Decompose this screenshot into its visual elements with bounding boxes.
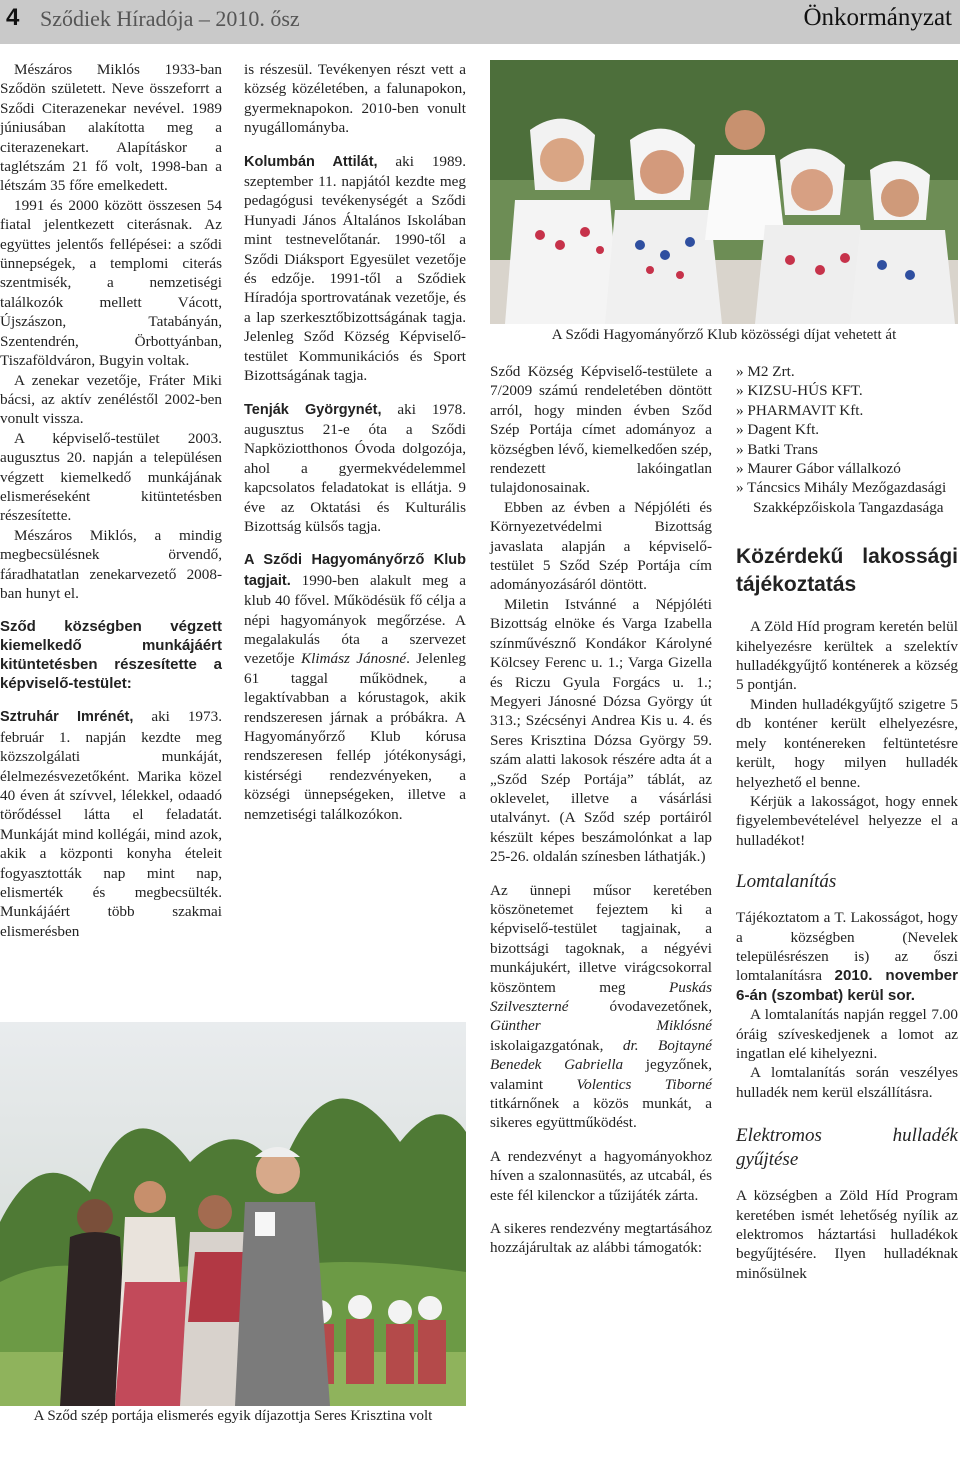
paragraph: A községben a Zöld Híd Program keretében ismét lehetőség nyílik az elektromos háztartási hulladékok begyűjtésére. Ilyen hulladéknak minősülnek [736, 1187, 958, 1282]
award-photo [0, 1022, 466, 1406]
bottom-photo-caption: A Sződ szép portája elismerés egyik díjazottja Seres Krisztina volt [33, 1408, 433, 1424]
paragraph: A sikeres rendezvény megtartásához hozzájárultak az alábbi támogatók: [490, 1220, 712, 1257]
paragraph [490, 881, 712, 1133]
paragraph-text: jegyzőnek, valamint [490, 1056, 712, 1093]
paragraph [0, 707, 222, 941]
paragraph: A zenekar vezetője, Fráter Miki bácsi, az aktív zenéléstől 2002-ben vonult vissza. [0, 371, 222, 428]
collection-date: 2010. november 6-án (szombat) kerül sor. [736, 967, 959, 1004]
column-4 [736, 362, 958, 1283]
person-name: Günther Miklósné [490, 1017, 712, 1035]
honoree-name: Sztruhár Imrénét, [0, 709, 134, 726]
honoree-name: Kolumbán Attilát, [244, 153, 378, 170]
paragraph [244, 152, 466, 386]
page-header [0, 0, 960, 44]
paragraph [244, 550, 466, 824]
paragraph: Miletin Istvánné a Népjóléti Bizottság elnöke és Varga Izabella színművésznő Kondákor Károlyné Kölcsey Ferenc u. 1.; Varga Gizella és Riczu Gyula Forgács u. 1.; Megyeri Jánosné Dózsa György út 313.; Szécsényi Andrea Kis u. 4. és Seres Krisztina Dózsa György 59. szám alatti lakosok részére adta át a „Sződ Szép Portája” táblát, az oklevelet, illetve a vásárlási utalványt. (A Sződ szép portáiról készült képes beszámolónkat a lap 25-26. oldalán színesben láthatják.) [490, 595, 712, 866]
section-title: Önkormányzat [803, 4, 952, 31]
paragraph-text: iskolaigazgatónak, [490, 1036, 623, 1054]
paragraph: Sződ Község Képviselő-testülete a 7/2009 számú rendeletében döntött arról, hogy minden évben Sződ Szép Portája címet adományoz a községben lévő, kiemelkedően szép, rendezett lakóingatlan tulajdonosainak. [490, 363, 712, 497]
paragraph-text: Tájékoztatom a T. Lakosságot, hogy a községben (Nevelek településrészen is) az őszi lomtalanításra [736, 909, 958, 985]
person-name: Puskás Szilveszterné [490, 978, 712, 1015]
honoree-name: Tenják Györgynét, [244, 401, 382, 418]
person-name: dr. Bojtayné Benedek Gabriella [490, 1036, 712, 1074]
club-photo [490, 60, 958, 324]
award-photo-image [0, 1022, 466, 1406]
sponsor-item: » Batki Trans [736, 440, 818, 458]
paragraph: A lomtalanítás napján reggel 7.00 óráig szíveskedjenek a lomot az ingatlan elé kihelyezni. [736, 1006, 958, 1062]
paragraph: Mészáros Miklós 1933-ban Sződön született. Neve összeforrt a Sződi Citerazenekar nevével. 1989 júniusában alakította meg a citerazenekart. Alapításkor a taglétszám 21 fő volt, 1998-ban a létszám 35 főre emelkedett. [0, 61, 222, 195]
paragraph-text: titkárnőnek a közös munkát, a sikeres együttműködést. [490, 1095, 712, 1132]
column-2 [244, 60, 466, 824]
column-3 [490, 362, 712, 1258]
info-heading: Közérdekű lakossági tájékoztatás [736, 545, 958, 597]
club-photo-image [490, 60, 958, 324]
sponsor-item: » KIZSU-HÚS KFT. [736, 382, 863, 400]
person-name: Volentics Tiborné [576, 1075, 712, 1093]
paragraph-text: 1990-ben alakult meg a klub 40 fővel. Működésük fő célja a népi hagyományok megőrzése. A megalakulás óta a szervezet vezetője [244, 571, 466, 668]
paragraph-text: aki 1973. február 1. napján kezdte meg közszolgálati munkáját, élelmezésvezetőként. Marika közel 40 éven át szívvel, lélekkel, odaadó törődéssel látta el feladatát. Munkáját mind kollégái, mind azok, akik a központi konyha ételeit fogyasztották nap mint nap, elismerték és megbecsülték. Munkájáért több szakmai elismerésben [0, 708, 222, 940]
paragraph: Ebben az évben a Népjóléti és Környezetvédelmi Bizottság javaslata alapján a képviselő-testület 5 Sződ Szép Portája cím adományozásáról döntött. [490, 498, 712, 594]
paragraph-text: óvodavezetőnek, [568, 998, 712, 1015]
paragraph [736, 908, 958, 1005]
paragraph: A lomtalanítás során veszélyes hulladék nem kerül elszállításra. [736, 1064, 958, 1101]
subheading-lomtalanitas: Lomtalanítás [736, 871, 837, 893]
top-photo-caption: A Sződi Hagyományőrző Klub közösségi díjat vehetett át [551, 327, 897, 343]
paragraph: A rendezvényt a hagyományokhoz híven a szalonnasütés, az utcabál, és este fél kilenckor a tűzijáték zárta. [490, 1147, 712, 1204]
paragraph: Minden hulladékgyűjtő szigetre 5 db konténer került elhelyezésre, mely konténereken feltüntetésre került, hogy milyen hulladék helyezhető el benne. [736, 695, 958, 791]
paragraph: A képviselő-testület 2003. augusztus 20. napján a településen végzett kiemelkedő munkájának elismeréseként kitüntetésben részesítette. [0, 429, 222, 525]
section-heading: Sződ községben végzett kiemelkedő munkájáért kitüntetésben részesítette a képviselő-testület: [0, 618, 222, 693]
page-number: 4 [6, 4, 20, 31]
paragraph: is részesül. Tevékenyen részt vett a község közéletében, a falunapokon, gyermeknapokon. 2010-ben vonult nyugállományba. [244, 61, 466, 137]
paragraph: 1991 és 2000 között összesen 54 fiatal jelentkezett citerásnak. Az együttes jelentős fellépései: a sződi ünnepségek, a templomi citerás szentmisék, a nemzetiségi találkozók mellett Vácott, Újszászon, Tatabányán, Szentendrén, Örbottyánban, Tiszaföldváron, Bugyin voltak. [0, 196, 222, 370]
sponsor-list [736, 362, 958, 517]
paragraph-text: . Jelenleg 61 taggal működnek, a legaktívabban a kórustagok, akik rendszeresen járnak a próbákra. A Hagyományőrző Klub kórusa rendszeresen fellép jótékonysági, kistérségi rendezvényeken, a községi ünnepségeken, illetve a nemzetiségi találkozókon. [244, 650, 466, 823]
paragraph-text: aki 1989. szeptember 11. napjától kezdte meg pedagógusi tevékenységét a Sződi Hunyadi János Általános Iskolában mint testnevelőtanár. 1990-től a Sződi Diáksport Egyesület vezetője és edzője. 1991-től a Sződiek Híradója sportrovatának vezetője, és a lap szerkesztőbizottságának tagja. Jelenleg Sződ Község Képviselő-testület Kommunikációs és Sport Bizottságának tagja. [244, 152, 466, 385]
paragraph: Mészáros Miklós, a mindig megbecsülésnek örvendő, fáradhatatlan zenekarvezető 2008-ban hunyt el. [0, 526, 222, 602]
paragraph: Kérjük a lakosságot, hogy ennek figyelembevételével helyezze el a hulladékot! [736, 792, 958, 849]
paragraph: A Zöld Híd program keretén belül kihelyezésre kerültek a szelektív hulladékgyűjtő konténerek a község 5 pontján. [736, 618, 958, 694]
honoree-name: A Sződi Hagyományőrző Klub tagjait. [244, 552, 466, 589]
paragraph-text: aki 1978. augusztus 21-e óta a Sződi Napköziotthonos Óvoda dolgozója, ahol a gyermekvédelemmel kapcsolatos feladatokat is ellátja. 9 éve az Oktatási és Kulturális Bizottság külsős tagja. [244, 400, 466, 535]
sponsor-item: » M2 Zrt. [736, 363, 795, 380]
sponsor-item: » Táncsics Mihály Mezőgazdasági Szakképzőiskola Tangazdasága [736, 479, 947, 516]
column-1 [0, 60, 222, 941]
publication-title: Sződiek Híradója – 2010. ősz [40, 6, 300, 31]
subheading-elektromos: Elektromos hulladék gyűjtése [736, 1125, 958, 1171]
sponsor-item: » Dagent Kft. [736, 421, 820, 439]
leader-name: Klimász Jánosné [300, 650, 407, 668]
paragraph-text: Az ünnepi műsor keretében köszönetemet fejeztem ki a képviselő-testület tagjainak, a bizottsági tagoknak, a négyévi munkájukért, illetve virágcsokorral köszöntem meg [490, 881, 712, 996]
sponsor-item: » PHARMAVIT Kft. [736, 401, 864, 419]
sponsor-item: » Maurer Gábor vállalkozó [736, 460, 901, 478]
paragraph [244, 400, 466, 537]
